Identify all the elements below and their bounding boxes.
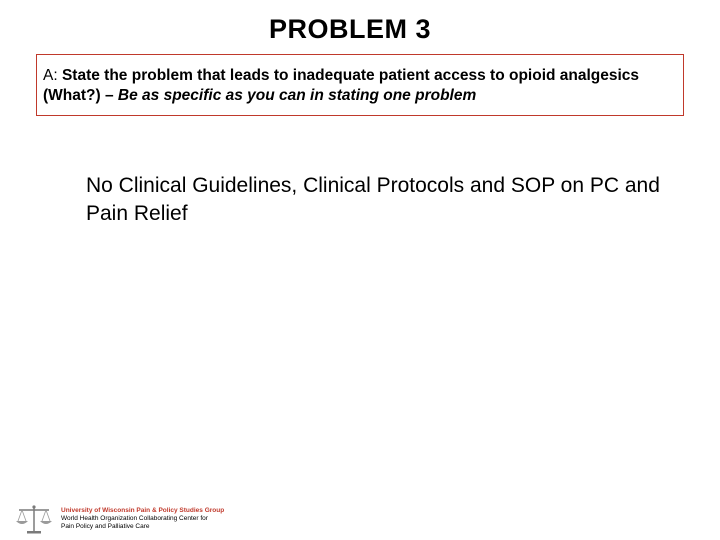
problem-prompt-box xyxy=(36,54,684,116)
problem-label: A: xyxy=(43,67,58,84)
problem-answer: No Clinical Guidelines, Clinical Protocols and SOP on PC and Pain Relief xyxy=(86,174,660,225)
footer-org-line-2: Pain Policy and Palliative Care xyxy=(61,523,150,530)
scales-of-justice-icon xyxy=(14,503,54,535)
problem-question: State the problem that leads to inadequate patient access to opioid analgesics (What?) – xyxy=(43,67,640,104)
slide-title: PROBLEM 3 xyxy=(268,14,432,44)
footer-org-primary: University of Wisconsin Pain & Policy Studies Group xyxy=(61,507,225,514)
footer-text xyxy=(61,507,224,531)
footer-org-line-1: World Health Organization Collaborating Center for xyxy=(61,515,208,522)
problem-instruction: Be as specific as you can in stating one problem xyxy=(117,87,477,104)
footer xyxy=(14,501,314,537)
